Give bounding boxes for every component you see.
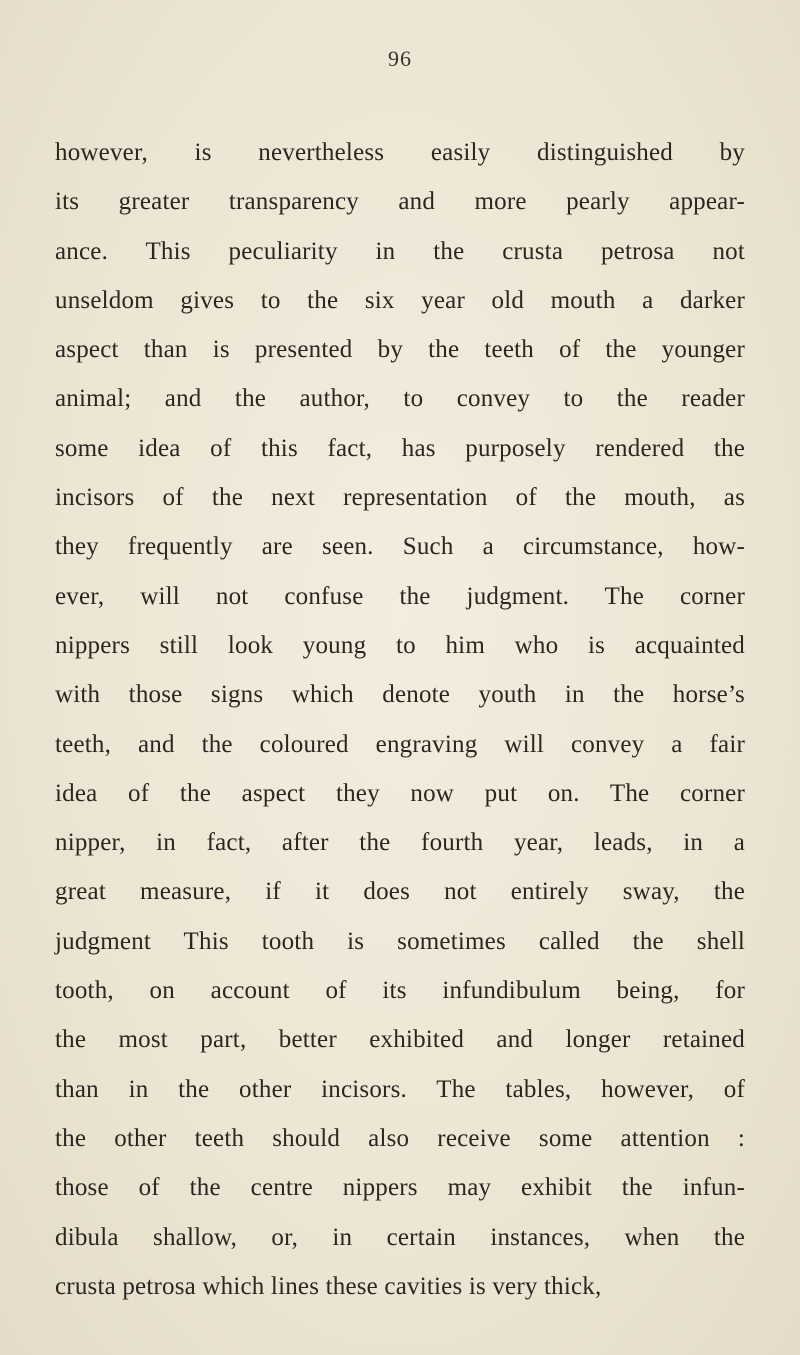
text-line: aspect than is presented by the teeth of the younger	[55, 336, 745, 364]
text-line: some idea of this fact, has purposely rendered the	[55, 434, 745, 462]
text-line: ever, will not confuse the judgment. The corner	[55, 582, 745, 610]
body-text	[55, 128, 745, 1311]
text-line: teeth, and the coloured engraving will convey a fair	[55, 730, 745, 758]
text-line: however, is nevertheless easily distinguished by	[55, 139, 745, 166]
text-line: idea of the aspect they now put on. The corner	[55, 779, 745, 807]
text-line: dibula shallow, or, in certain instances, when the	[55, 1223, 745, 1251]
text-line: great measure, if it does not entirely sway, the	[55, 878, 745, 906]
text-line: with those signs which denote youth in the horse’s	[55, 681, 745, 709]
text-line: than in the other incisors. The tables, however, of	[55, 1075, 745, 1103]
text-line: judgment This tooth is sometimes called the shell	[55, 927, 745, 955]
text-line: tooth, on account of its infundibulum being, for	[55, 977, 745, 1005]
text-line: ance. This peculiarity in the crusta petrosa not	[55, 237, 745, 265]
text-line: those of the centre nippers may exhibit the infun-	[55, 1174, 745, 1202]
text-line: incisors of the next representation of the mouth, as	[55, 484, 745, 512]
text-line: they frequently are seen. Such a circumstance, how-	[55, 533, 745, 561]
text-line: the most part, better exhibited and longer retained	[55, 1026, 745, 1054]
text-line: its greater transparency and more pearly appear-	[55, 188, 745, 216]
text-line: unseldom gives to the six year old mouth a darker	[55, 286, 745, 314]
text-line: crusta petrosa which lines these cavities is very thick,	[55, 1272, 602, 1300]
text-line: nippers still look young to him who is acquainted	[55, 631, 745, 659]
text-line: animal; and the author, to convey to the reader	[55, 385, 745, 413]
page-number: 96	[388, 46, 412, 71]
text-line: nipper, in fact, after the fourth year, leads, in a	[55, 829, 745, 857]
text-line: the other teeth should also receive some attention :	[55, 1124, 745, 1152]
